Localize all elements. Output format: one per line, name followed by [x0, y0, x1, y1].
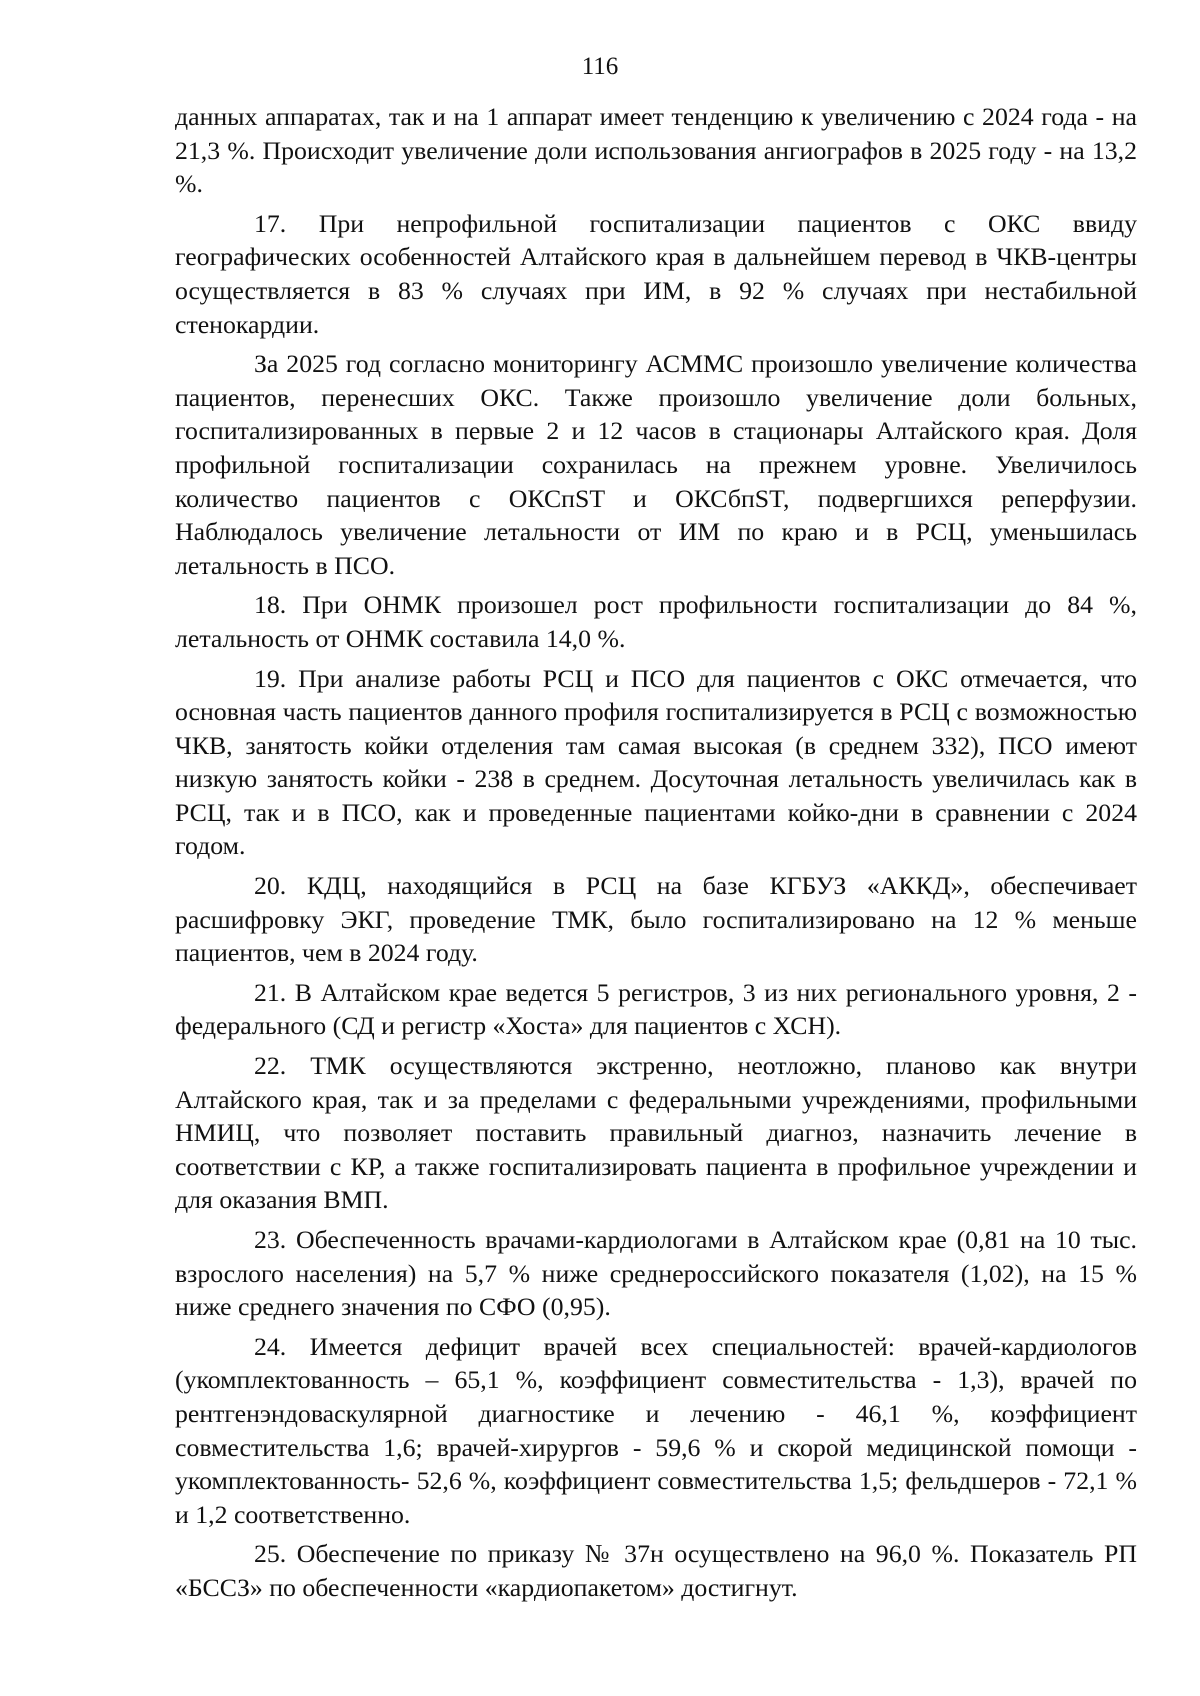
paragraph-item-17: 17. При непрофильной госпитализации пациентов с ОКС ввиду географических особенностей Алтайского края в дальнейшем перевод в ЧКВ-центры осуществляется в 83 % случаях при ИМ, в 92 % случаях при нестабильной стенокардии.	[175, 208, 1137, 339]
paragraph-item-25: 25. Обеспечение по приказу № 37н осуществлено на 96,0 %. Показатель РП «БССЗ» по обеспеченности «кардиопакетом» достигнут.	[175, 1539, 1137, 1602]
paragraph-item-18: 18. При ОНМК произошел рост профильности госпитализации до 84 %, летальность от ОНМК составила 14,0 %.	[175, 590, 1137, 653]
document-body	[175, 100, 1137, 1611]
paragraph-item-19: 19. При анализе работы РСЦ и ПСО для пациентов с ОКС отмечается, что основная часть пациентов данного профиля госпитализируется в РСЦ с возможностью ЧКВ, занятость койки отделения там самая высокая (в среднем 332), ПСО имеют низкую занятость койки - 238 в среднем. Досуточная летальность увеличилась как в РСЦ, так и в ПСО, как и проведенные пациентами койко-дни в сравнении с 2024 годом.	[175, 663, 1137, 861]
paragraph-continuation: данных аппаратах, так и на 1 аппарат имеет тенденцию к увеличению с 2024 года - на 21,3 %. Происходит увеличение доли использования ангиографов в 2025 году - на 13,2 %.	[175, 102, 1137, 199]
paragraph-item-22: 22. ТМК осуществляются экстренно, неотложно, планово как внутри Алтайского края, так и за пределами с федеральными учреждениями, профильными НМИЦ, что позволяет поставить правильный диагноз, назначить лечение в соответствии с КР, а также госпитализировать пациента в профильное учреждении и для оказания ВМП.	[175, 1051, 1137, 1215]
paragraph-item-23: 23. Обеспеченность врачами-кардиологами в Алтайском крае (0,81 на 10 тыс. взрослого населения) на 5,7 % ниже среднероссийского показателя (1,02), на 15 % ниже среднего значения по СФО (0,95).	[175, 1225, 1137, 1322]
paragraph-item-21: 21. В Алтайском крае ведется 5 регистров, 3 из них регионального уровня, 2 - федерального (СД и регистр «Хоста» для пациентов с ХСН).	[175, 977, 1137, 1041]
paragraph-item-20: 20. КДЦ, находящийся в РСЦ на базе КГБУЗ «АККД», обеспечивает расшифровку ЭКГ, проведение ТМК, было госпитализировано на 12 % меньше пациентов, чем в 2024 году.	[175, 871, 1137, 968]
page-number: 116	[581, 53, 619, 80]
paragraph-item-24: 24. Имеется дефицит врачей всех специальностей: врачей-кардиологов (укомплектованность – 65,1 %, коэффициент совместительства - 1,3), врачей по рентгенэндоваскулярной диагностике и лечению - 46,1 %, коэффициент совместительства 1,6; врачей-хирургов - 59,6 % и скорой медицинской помощи - укомплектованность- 52,6 %, коэффициент совместительства 1,5; фельдшеров - 72,1 % и 1,2 соответственно.	[175, 1331, 1137, 1529]
paragraph-asmms-summary: За 2025 год согласно мониторингу АСММС произошло увеличение количества пациентов, перенесших ОКС. Также произошло увеличение доли больных, госпитализированных в первые 2 и 12 часов в стационары Алтайского края. Доля профильной госпитализации сохранилась на прежнем уровне. Увеличилось количество пациентов с ОКСпST и ОКСбпST, подвергшихся реперфузии. Наблюдалось увеличение летальности от ИМ по краю и в РСЦ, уменьшилась летальность в ПСО.	[175, 349, 1137, 580]
